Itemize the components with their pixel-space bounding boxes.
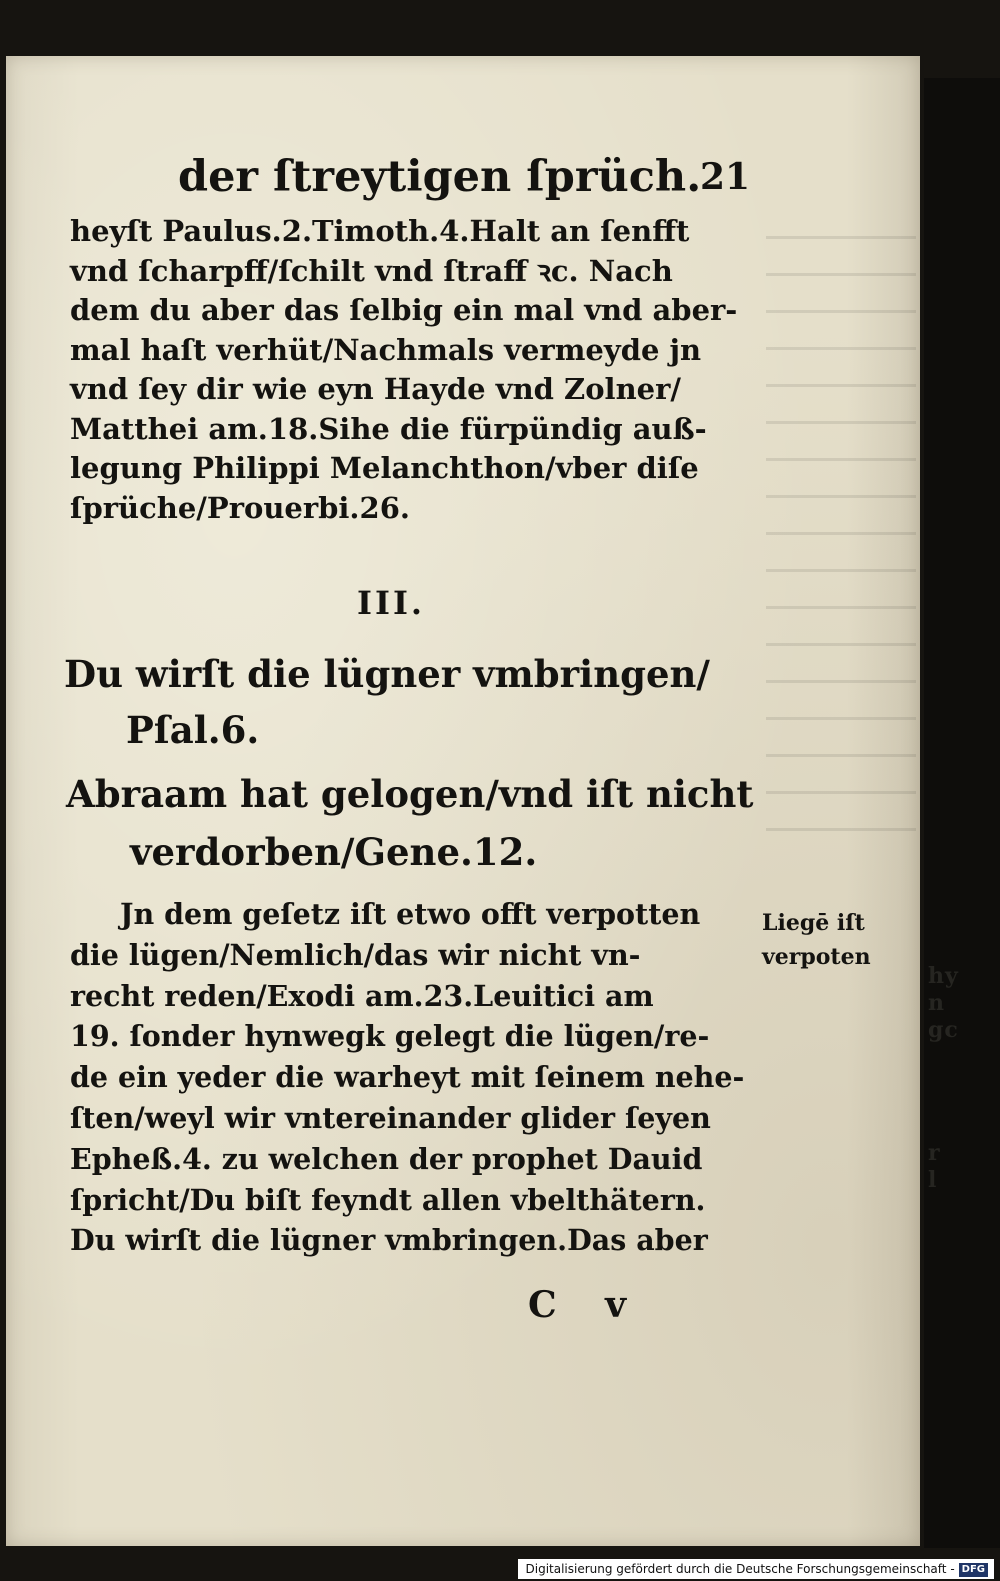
facing-page-edge xyxy=(924,78,1000,1548)
bleed-fragment: r xyxy=(928,1140,941,1166)
show-through-texture xyxy=(766,236,916,856)
bleed-fragment: gc xyxy=(928,1017,959,1043)
text-line: vnd ſey dir wie eyn Hayde vnd Zolner/ xyxy=(70,372,681,406)
marginal-note xyxy=(762,906,871,974)
text-line: Matthei am.18.Sihe die fürpündig auß- xyxy=(70,411,707,446)
bleed-fragment: hy xyxy=(928,963,959,989)
text-line: recht reden/Exodi am.23.Leuitici am xyxy=(70,978,654,1013)
text-line: 19. ſonder hynwegk gelegt die lügen/re- xyxy=(70,1019,710,1054)
text-line: mal haſt verhüt/Nachmals vermeyde jn xyxy=(70,332,702,367)
text-line: dem du aber das ſelbig ein mal vnd aber- xyxy=(70,293,738,327)
page-number: 21 xyxy=(700,156,751,198)
text-line: ſpricht/Du biſt feyndt allen vbelthätern. xyxy=(70,1182,706,1217)
text-line: ſprüche/Prouerbi.26. xyxy=(70,490,410,525)
bleed-fragment: n xyxy=(928,990,945,1016)
marginal-note-line: verpoten xyxy=(762,944,871,970)
quote-heading-reference: verdorben/Gene.12. xyxy=(130,830,538,874)
text-line: heyſt Paulus.2.Timoth.4.Halt an ſenfft xyxy=(70,214,690,248)
section-number: III. xyxy=(357,584,426,622)
text-line: die lügen/Nemlich/das wir nicht vn- xyxy=(70,937,641,972)
body-text xyxy=(70,212,760,528)
text-line: Epheß.4. zu welchen der prophet Dauid xyxy=(70,1141,703,1176)
marginal-note-line: Liegē iſt xyxy=(762,910,865,936)
text-line: Du wirſt die lügner vmbringen.Das aber xyxy=(70,1223,708,1258)
text-line: legung Philippi Melanchthon/vber diſe xyxy=(70,451,699,485)
digitization-footer xyxy=(518,1559,995,1579)
running-head: der ſtreytigen ſprüch. xyxy=(178,152,702,202)
quote-heading-line: Du wirſt die lügner vmbringen/ xyxy=(64,652,710,696)
text-line: ſten/weyl wir vntereinander glider ſeyen xyxy=(70,1100,711,1135)
text-line: de ein yeder die warheyt mit ſeinem nehe- xyxy=(70,1060,745,1095)
signature-mark: C v xyxy=(528,1284,645,1326)
quote-heading-line: Abraam hat gelogen/vnd iſt nicht xyxy=(66,772,754,816)
text-line: Jn dem geſetz iſt etwo offt verpotten xyxy=(120,897,701,931)
text-line: vnd ſcharpff/ſchilt vnd ſtraff ꝛc. Nach xyxy=(70,253,673,288)
paragraph xyxy=(70,894,760,1261)
dfg-logo: DFG xyxy=(959,1563,988,1577)
facing-page-bleed-text xyxy=(928,963,998,1194)
footer-credit: Digitalisierung gefördert durch die Deutsche Forschungsgemeinschaft - xyxy=(525,1562,955,1576)
bleed-fragment: l xyxy=(928,1167,938,1193)
quote-heading-reference: Pſal.6. xyxy=(126,708,260,752)
